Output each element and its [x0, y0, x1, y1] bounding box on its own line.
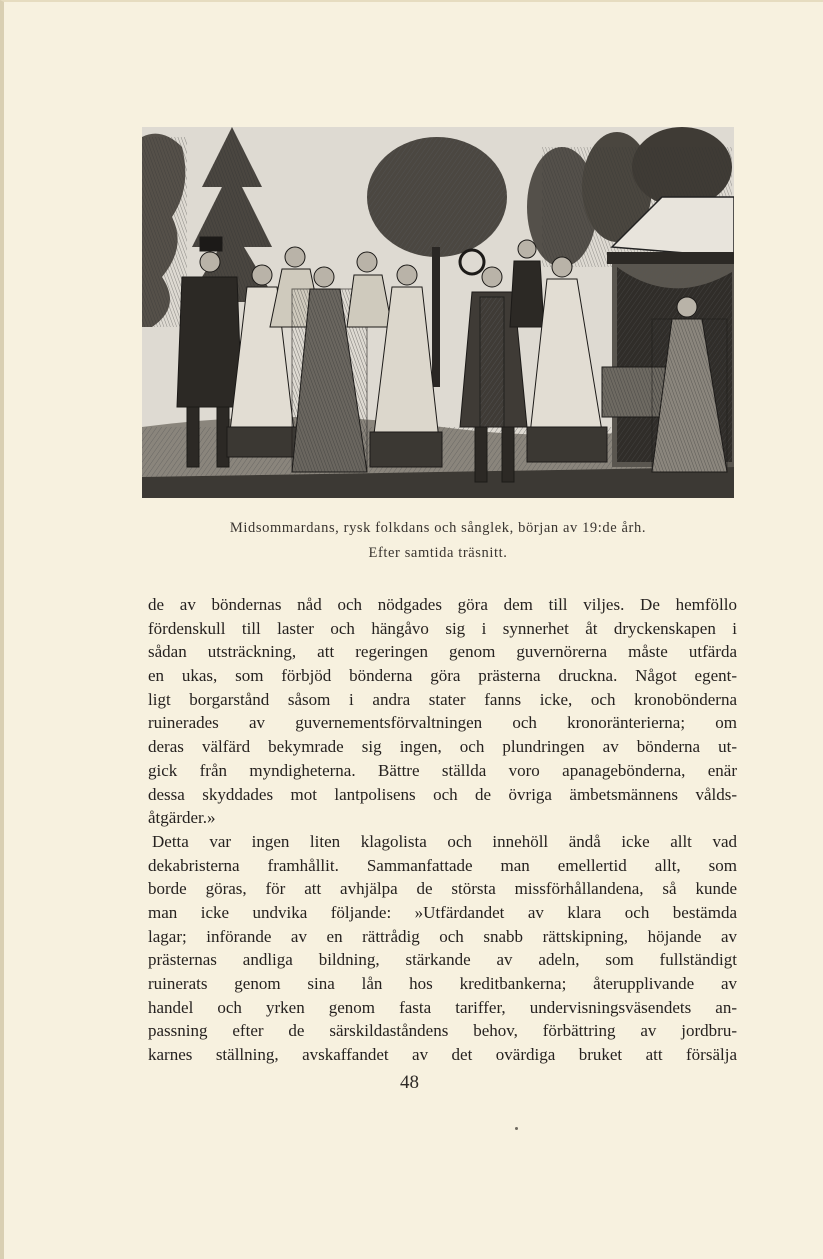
- text-line: en ukas, som förbjöd bönderna göra prästerna druckna. Något egent-: [148, 666, 737, 686]
- text-line: handel och yrken genom fasta tariffer, undervisningsväsendets an-: [148, 997, 737, 1017]
- body-text: [148, 593, 737, 1067]
- text-line: fördenskull till laster och hängåvo sig i synnerhet åt dryckenskapen i: [148, 618, 737, 638]
- text-line: sådan utsträckning, att regeringen genom guvernörerna måste utfärda: [148, 642, 737, 662]
- caption-line-2: Efter samtida träsnitt.: [368, 545, 508, 561]
- figure-caption: [142, 516, 734, 566]
- page-number: 48: [400, 1072, 419, 1093]
- text-line: ruinerats genom sina lån hos kreditbankerna; återupplivande av: [148, 974, 737, 993]
- text-line: gick från myndigheterna. Bättre ställda voro apanagebönderna, enär: [148, 760, 737, 780]
- text-line: karnes ställning, avskaffandet av det ovärdiga bruket att försälja: [148, 1045, 737, 1065]
- text-line: borde göras, för att avhjälpa de största missförhållandena, så kunde: [148, 879, 737, 899]
- caption-line-1: Midsommardans, rysk folkdans och sånglek, början av 19:de årh.: [229, 520, 647, 536]
- text-line: ruinerades av guvernementsförvaltningen och kronoränterierna; om: [148, 713, 737, 733]
- text-line: deras välfärd bekymrade sig ingen, och plundringen av bönderna ut-: [148, 737, 737, 757]
- text-line: dessa skyddades mot lantpolisens och de övriga ämbetsmännens vålds-: [148, 784, 737, 804]
- text-line: passning efter de särskildaståndens behov, förbättring av jordbru-: [148, 1021, 737, 1041]
- folk-dance-illustration: [142, 127, 734, 498]
- text-line: dekabristerna framhållit. Sammanfattade man emellertid allt, som: [148, 855, 737, 875]
- text-line: lagar; införande av en rättrådig och snabb rättskipning, höjande av: [148, 926, 737, 946]
- woodcut-image: [142, 127, 734, 498]
- text-line: åtgärder.»: [148, 808, 216, 828]
- text-line: prästernas andliga bildning, stärkande av adeln, som fullständigt: [148, 950, 737, 970]
- tree-left: [142, 134, 187, 327]
- text-line: ligt borgarstånd såsom i andra stater fanns icke, och kronobönderna: [148, 689, 737, 709]
- text-line: de av böndernas nåd och nödgades göra dem till viljes. De hemföllo: [148, 595, 737, 614]
- text-line: man icke undvika följande: »Utfärdandet av klara och bestämda: [148, 902, 737, 922]
- paper-speck: [515, 1127, 518, 1130]
- text-line: Detta var ingen liten klagolista och innehöll ändå icke allt vad: [152, 831, 737, 851]
